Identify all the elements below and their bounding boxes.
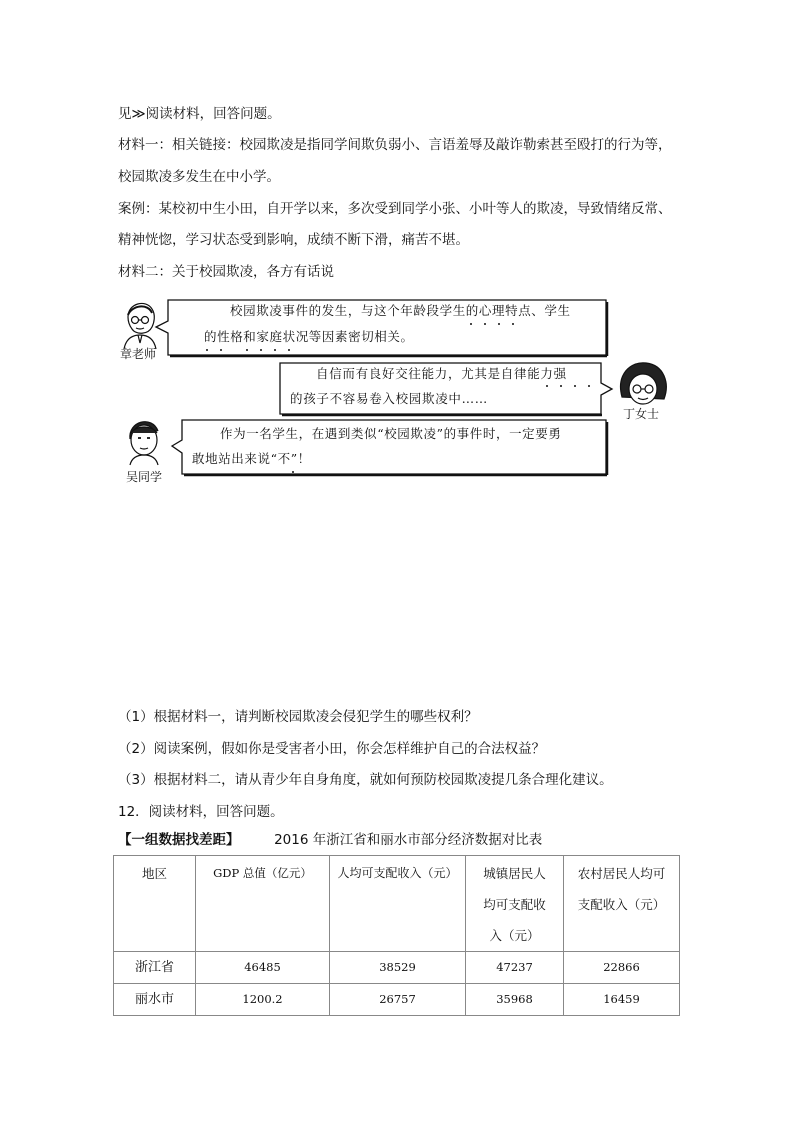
- case-line1: 案例：某校初中生小田，自开学以来，多次受到同学小张、小叶等人的欺凌，导致情绪反常、: [118, 201, 672, 217]
- table-caption: [118, 834, 688, 848]
- cell-per-capita: 26757: [330, 984, 466, 1016]
- table-row: [114, 984, 680, 1016]
- teacher-speech-line2: 的性格和家庭状况等因素密切相关。: [204, 329, 414, 344]
- header-per-capita: 人均可支配收入（元）: [330, 856, 466, 952]
- cell-region: 丽水市: [114, 984, 196, 1016]
- question-1: （1）根据材料一，请判断校园欺凌会侵犯学生的哪些权利？: [118, 709, 478, 725]
- header-rural-line: 农村居民人均可: [577, 866, 666, 881]
- comic-illustration: [118, 293, 676, 493]
- student-speech-line2: 敢地站出来说“不”！: [192, 451, 311, 466]
- question-3: （3）根据材料二，请从青少年自身角度，就如何预防校园欺凌提几条合理化建议。: [118, 772, 613, 788]
- material1-line1: 材料一：相关链接：校园欺凌是指同学间欺负弱小、言语羞辱及敲诈勒索甚至殴打的行为等，: [118, 137, 672, 153]
- intro-line: 见≫阅读材料，回答问题。: [118, 106, 281, 122]
- table-header-row: [114, 856, 680, 952]
- teacher-speech-line1: 校园欺凌事件的发生，与这个年龄段学生的心理特点、学生: [230, 303, 571, 318]
- cell-urban: 35968: [466, 984, 564, 1016]
- student-name: 吴同学: [126, 470, 163, 484]
- cell-urban: 47237: [466, 952, 564, 984]
- header-rural: [564, 856, 680, 952]
- question-12-title: 12．阅读材料，回答问题。: [118, 804, 284, 820]
- header-gdp: GDP 总值（亿元）: [196, 856, 330, 952]
- cell-rural: 16459: [564, 984, 680, 1016]
- header-urban-line: 均可支配收: [483, 897, 546, 912]
- economic-data-table: [113, 855, 680, 1016]
- cell-gdp: 46485: [196, 952, 330, 984]
- cell-region: 浙江省: [114, 952, 196, 984]
- material1-line2: 校园欺凌多发生在中小学。: [118, 169, 280, 185]
- table-caption-title: 2016 年浙江省和丽水市部分经济数据对比表: [274, 832, 543, 848]
- cell-gdp: 1200.2: [196, 984, 330, 1016]
- question-2: （2）阅读案例，假如你是受害者小田，你会怎样维护自己的合法权益？: [118, 741, 546, 757]
- student-figure: [130, 422, 158, 465]
- teacher-name: 章老师: [120, 347, 157, 361]
- lady-name: 丁女士: [623, 407, 660, 421]
- cell-per-capita: 38529: [330, 952, 466, 984]
- lady-speech-line1: 自信而有良好交往能力，尤其是自律能力强: [316, 366, 567, 381]
- table-row: [114, 952, 680, 984]
- lady-speech-line2: 的孩子不容易卷入校园欺凌中……: [290, 391, 489, 406]
- table-caption-bracket: 【一组数据找差距】: [118, 832, 240, 848]
- case-line2: 精神恍惚，学习状态受到影响，成绩不断下滑，痛苦不堪。: [118, 232, 469, 248]
- lady-figure: [621, 363, 667, 404]
- material2-title: 材料二：关于校园欺凌，各方有话说: [118, 264, 334, 280]
- teacher-figure: [124, 303, 156, 349]
- header-urban-line: 城镇居民人: [483, 866, 546, 881]
- student-speech-line1: 作为一名学生，在遇到类似“校园欺凌”的事件时，一定要勇: [220, 426, 562, 441]
- header-urban-line: 入（元）: [489, 928, 540, 943]
- cell-rural: 22866: [564, 952, 680, 984]
- header-rural-line: 支配收入（元）: [577, 897, 666, 912]
- header-region: 地区: [114, 856, 196, 952]
- header-urban: [466, 856, 564, 952]
